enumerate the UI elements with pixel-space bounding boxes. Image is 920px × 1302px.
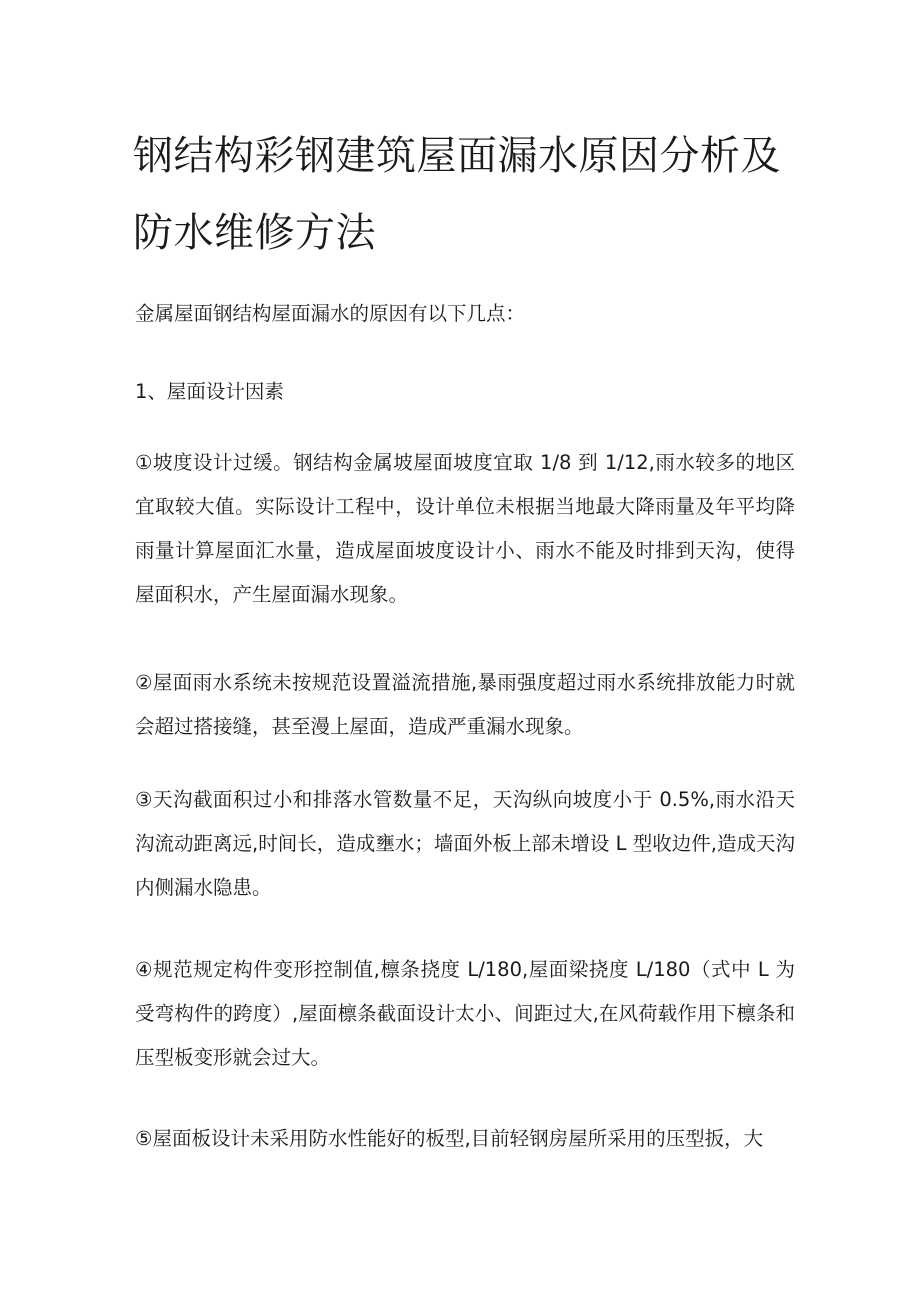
- list-item-panel-type: ⑤屋面板设计未采用防水性能好的板型,目前轻钢房屋所采用的压型扳，大: [135, 1127, 764, 1150]
- section-heading-design-factors: 1、屋面设计因素: [135, 380, 284, 403]
- list-item-gutter-section: ③天沟截面积过小和排落水管数量不足，天沟纵向坡度小于 0.5%,雨水沿天沟流动距离远,时间长，造成壅水；墙面外板上部未增设 L 型收边件,造成天沟内侧漏水隐患。: [135, 788, 795, 899]
- intro-paragraph: 金属屋面钢结构屋面漏水的原因有以下几点：: [135, 302, 526, 325]
- list-item-slope-design: ①坡度设计过缓。钢结构金属坡屋面坡度宜取 1/8 到 1/12,雨水较多的地区宜取较大值。实际设计工程中，设计单位未根据当地最大降雨量及年平均降雨量计算屋面汇水量，造成屋面坡度设计小、雨水不能及时排到天沟，使得屋面积水，产生屋面漏水现象。: [135, 451, 795, 606]
- document-title: 钢结构彩钢建筑屋面漏水原因分析及防水维修方法: [133, 133, 781, 256]
- list-item-deformation-control: ④规范规定构件变形控制值,檩条挠度 L/180,屋面梁挠度 L/180（式中 L 为受弯构件的跨度）,屋面檩条截面设计太小、间距过大,在风荷载作用下檩条和压型板变形就会过大。: [135, 958, 795, 1069]
- list-item-overflow-measures: ②屋面雨水系统未按规范设置溢流措施,暴雨强度超过雨水系统排放能力时就会超过搭接缝，甚至漫上屋面，造成严重漏水现象。: [135, 671, 795, 738]
